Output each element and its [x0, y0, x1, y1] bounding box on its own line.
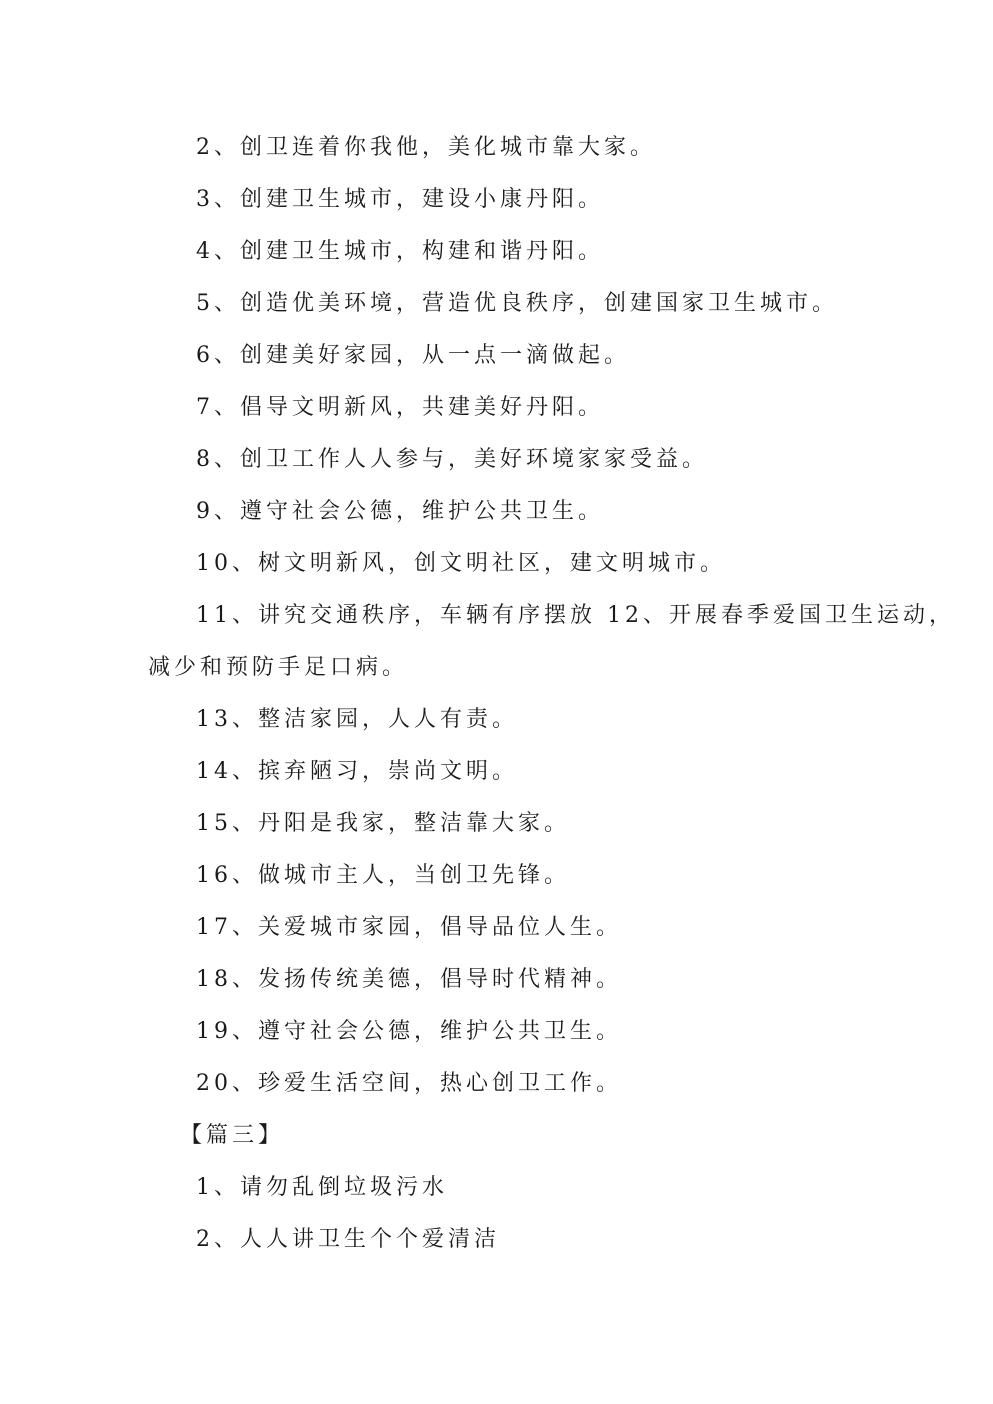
section-heading-part-three: 【篇三】 — [180, 1123, 285, 1148]
slogan-line-15: 15、丹阳是我家，整洁靠大家。 — [196, 811, 570, 836]
slogan-line-18: 18、发扬传统美德，倡导时代精神。 — [196, 967, 622, 992]
slogan-line-6: 6、创建美好家园，从一点一滴做起。 — [196, 343, 630, 368]
slogan-line-3: 3、创建卫生城市，建设小康丹阳。 — [196, 187, 604, 212]
slogan-line-20: 20、珍爱生活空间，热心创卫工作。 — [196, 1071, 622, 1096]
slogan-line-11-continued: 减少和预防手足口病。 — [148, 655, 409, 680]
slogan-line-16: 16、做城市主人，当创卫先锋。 — [196, 863, 570, 888]
slogan-line-2: 2、创卫连着你我他，美化城市靠大家。 — [196, 135, 656, 160]
slogan-line-7: 7、倡导文明新风，共建美好丹阳。 — [196, 395, 604, 420]
slogan-line-8: 8、创卫工作人人参与，美好环境家家受益。 — [196, 447, 708, 472]
slogan-line-11: 11、讲究交通秩序，车辆有序摆放 12、开展春季爱国卫生运动， — [196, 603, 955, 628]
slogan-line-17: 17、关爱城市家园，倡导品位人生。 — [196, 915, 622, 940]
part-three-line-2: 2、人人讲卫生个个爱清洁 — [196, 1227, 500, 1252]
slogan-line-10: 10、树文明新风，创文明社区，建文明城市。 — [196, 551, 726, 576]
slogan-line-19: 19、遵守社会公德，维护公共卫生。 — [196, 1019, 622, 1044]
part-three-line-1: 1、请勿乱倒垃圾污水 — [196, 1175, 448, 1200]
slogan-line-14: 14、摈弃陋习，崇尚文明。 — [196, 759, 518, 784]
slogan-line-9: 9、遵守社会公德，维护公共卫生。 — [196, 499, 604, 524]
slogan-line-4: 4、创建卫生城市，构建和谐丹阳。 — [196, 239, 604, 264]
slogan-line-5: 5、创造优美环境，营造优良秩序，创建国家卫生城市。 — [196, 291, 838, 316]
slogan-line-13: 13、整洁家园，人人有责。 — [196, 707, 518, 732]
